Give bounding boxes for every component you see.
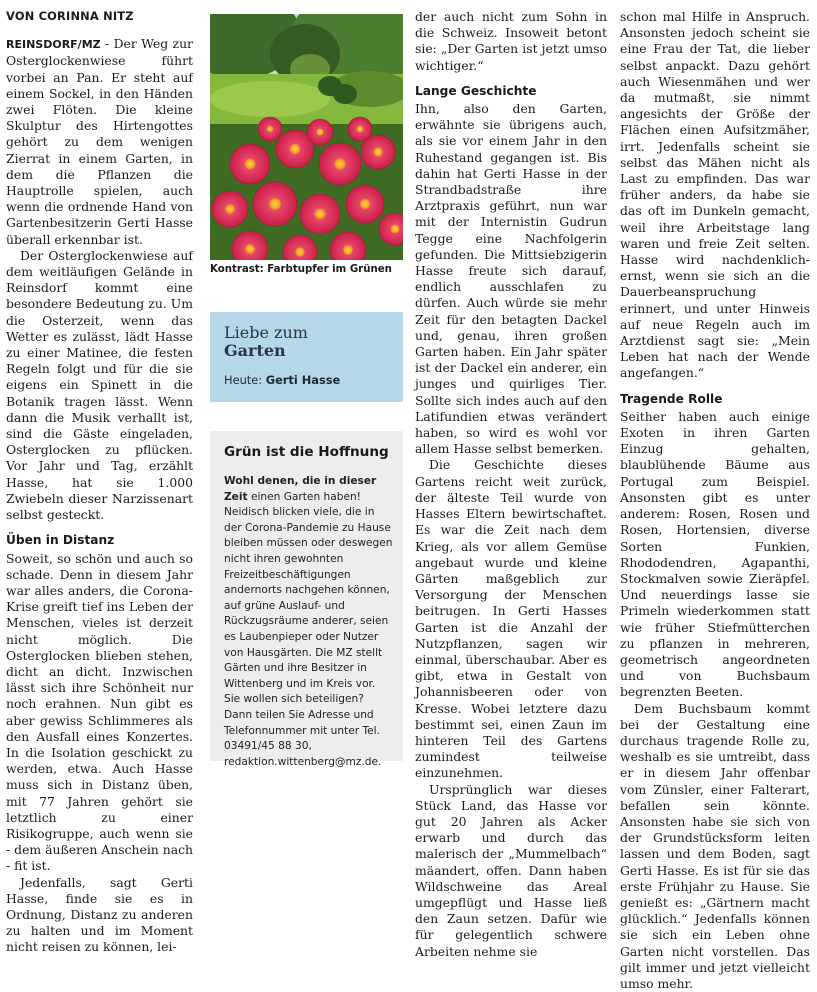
lead-paragraph: REINSDORF/MZ - Der Weg zur Osterglockenwiese führt vorbei an Pan. Er steht auf einem Sockel, in den Händen zwei Flöten. Die kleine Skulptur des Hirtengottes gehört zu dem wenigen Zierrat in einem Garten, in dem die Pflanzen die Hauptrolle spielen, auch wenn die ordnende Hand von Gartenbesitzerin Gerti Hasse überall erkennbar ist. [6, 36, 193, 247]
dateline: REINSDORF/MZ [6, 38, 101, 52]
subheading: Üben in Distanz [6, 533, 115, 548]
paragraph: Jedenfalls, sagt Gerti Hasse, finde sie es in Ordnung, Distanz zu anderen zu halten und im Moment nicht reisen zu können, lei- [6, 874, 193, 955]
info-box-title: Grün ist die Hoffnung [224, 444, 389, 460]
paragraph: der auch nicht zum Sohn in die Schweiz. Insoweit betont sie: „Der Garten ist jetzt umso wichtiger.“ [415, 9, 607, 73]
author-byline: VON CORINNA NITZ [6, 9, 134, 23]
paragraph: Dem Buchsbaum kommt bei der Gestaltung eine durchaus tragende Rolle zu, weshalb es sie umtreibt, dass er in diesem Jahr offenbar vom Zünsler, einer Falterart, befallen sein könnte. Ansonsten habe sie sich von der Grundstücksform leiten lassen und dem Boden, sagt Gerti Hasse. Es ist für sie das erste Frühjahr zu Hause. Sie genießt es: „Gärtnern macht glücklich.“ Jedenfalls können sie sich ein Leben ohne Garten nicht vorstellen. Das gilt immer und jetzt vielleicht umso mehr. [620, 700, 810, 991]
article-column-1 [6, 0, 193, 956]
series-box [210, 312, 403, 402]
series-title: Liebe zum Garten [224, 323, 308, 360]
paragraph: Die Geschichte dieses Gartens reicht weit zurück, der älteste Teil wurde von Hasses Eltern bewirtschaftet. Es war die Zeit nach dem Krieg, als vor allem Gemüse angebaut wurde und kleine Gärten maßgeblich zur Versorgung der Menschen beitrugen. In Gerti Hasses Garten ist die Anzahl der Nutzpflanzen, sagen wir einmal, überschaubar. Aber es gibt, etwa in Gestalt von Johannisbeeren oder von Kresse. Wobei letztere dazu bestimmt sei, einen Zaun im hinteren Teil des Gartens zumindest teilweise einzunehmen. [415, 457, 607, 781]
article-column-4 [620, 9, 810, 992]
article-column-3 [415, 9, 607, 960]
subheading: Lange Geschichte [415, 83, 537, 98]
info-box [210, 431, 403, 768]
info-box-text: Wohl denen, die in dieser Zeit einen Garten haben! Neidisch blicken viele, die in der Corona-Pandemie zu Hause bleiben müssen oder deswegen nicht ihren gewohnten Freizeitbeschäftigungen andernorts nachgehen können, auf grüne Auslauf- und Rückzugsräume anderer, seien es Laubenpieper oder Nutzer von Hausgärten. Die MZ stellt Gärten und ihre Besitzer in Wittenberg und im Kreis vor. Sie wollen sich beteiligen? Dann teilen Sie Adresse und Telefonnummer mit unter Tel. 03491/45 88 30, redaktion.wittenberg@mz.de. [224, 475, 393, 768]
paragraph: Ihn, also den Garten, erwähnte sie übrigens auch, als sie vor einem Jahr in den Ruhestand gegangen ist. Bis dahin hat Gerti Hasse in der Strandbadstraße ihre Arztpraxis geführt, nun war mit der Internistin Gudrun Tegge eine Nachfolgerin gefunden. Die Mittsiebzigerin Hasse freute sich darauf, endlich ausschlafen zu dürfen. Auch würde sie mehr Zeit für den betagten Dackel und, genau, ihren großen Garten haben. Ein Jahr später ist der Dackel ein anderer, ein junges und quirliges Tier. Sollte sich indes auch auf den Latifundien etwas verändert haben, so wird es wohl vor allem Hasse selbst bemerken. [415, 101, 607, 457]
series-subtitle: Heute: Gerti Hasse [224, 373, 341, 387]
paragraph: Soweit, so schön und auch so schade. Denn in diesem Jahr war alles anders, die Corona-Krise greift tief ins Leben der Menschen, vieles ist derzeit nicht möglich. Die Osterglocken blieben stehen, dicht an dicht. Inzwischen lässt sich ihre Schönheit nur noch erahnen. Nun gibt es aber gewiss Schlimmeres als den Ausfall eines Konzertes. In die Isolation geschickt zu werden, etwa. Auch Hasse muss sich in Distanz üben, mit 77 Jahren gehört sie letztlich zu einer Risikogruppe, auch wenn sie - dem äußeren Anschein nach - fit ist. [6, 550, 193, 874]
paragraph: Der Osterglockenwiese auf dem weitläufigen Gelände in Reinsdorf kommt eine besondere Bedeutung zu. Um die Osterzeit, wenn das Wetter es zulässt, lädt Hasse zu einer Matinee, die festen Regeln folgt und für die sie eigens ein Spinett in die Botanik tragen lässt. Wenn dann die Musik verhallt ist, sind die Gäste eingeladen, Osterglocken zu pflücken. Vor Jahr und Tag, erzählt Hasse, hat sie 1.000 Zwiebeln dieser Narzissenart selbst gesteckt. [6, 247, 193, 523]
subheading: Tragende Rolle [620, 391, 723, 406]
garden-photo [210, 14, 403, 260]
photo-caption: Kontrast: Farbtupfer im Grünen [210, 264, 392, 275]
paragraph: Ursprünglich war dieses Stück Land, das Hasse vor gut 20 Jahren als Acker erwarb und durch das malerisch der „Mummelbach“ mäandert, offen. Dann haben Wildschweine das Areal umgepflügt und Hasse ließ den Zaun setzen. Dafür wie für gelegentlich schwere Arbeiten nehme sie [415, 781, 607, 959]
paragraph: schon mal Hilfe in Anspruch. Ansonsten jedoch scheint sie eine Frau der Tat, die lieber selbst anpackt. Dazu gehört auch Wiesenmähen und wer da mutmaßt, sie nimmt angesichts der Größe der Flächen einen Aufsitzmäher, irrt. Jedenfalls scheint sie selbst das Mähen nicht als Last zu empfinden. Das war früher anders, da habe sie das oft im Dunkeln gemacht, weil ihre Arbeitstage lang waren und freie Zeit selten. Hasse wird nachdenklich-ernst, wenn sie sich an die Dauerbeanspruchung erinnert, und unter Hinweis auf neue Regeln auch im Arztdienst sagt sie: „Mein Leben hat nach der Wende angefangen.“ [620, 9, 810, 381]
paragraph: Seither haben auch einige Exoten in ihren Garten Einzug gehalten, blaublühende Bäume aus Portugal zum Beispiel. Ansonsten gibt es unter anderem: Rosen, Rosen und Rosen, Hortensien, diverse Sorten Funkien, Rhododendren, Agapanthi, Stockmalven sowie Zieräpfel. Und neuerdings lasse sie Primeln wiederkommen statt wie früher Stiefmütterchen zu pflanzen in mehreren, geometrisch angeordneten und von Buchsbaum begrenzten Beeten. [620, 408, 810, 700]
